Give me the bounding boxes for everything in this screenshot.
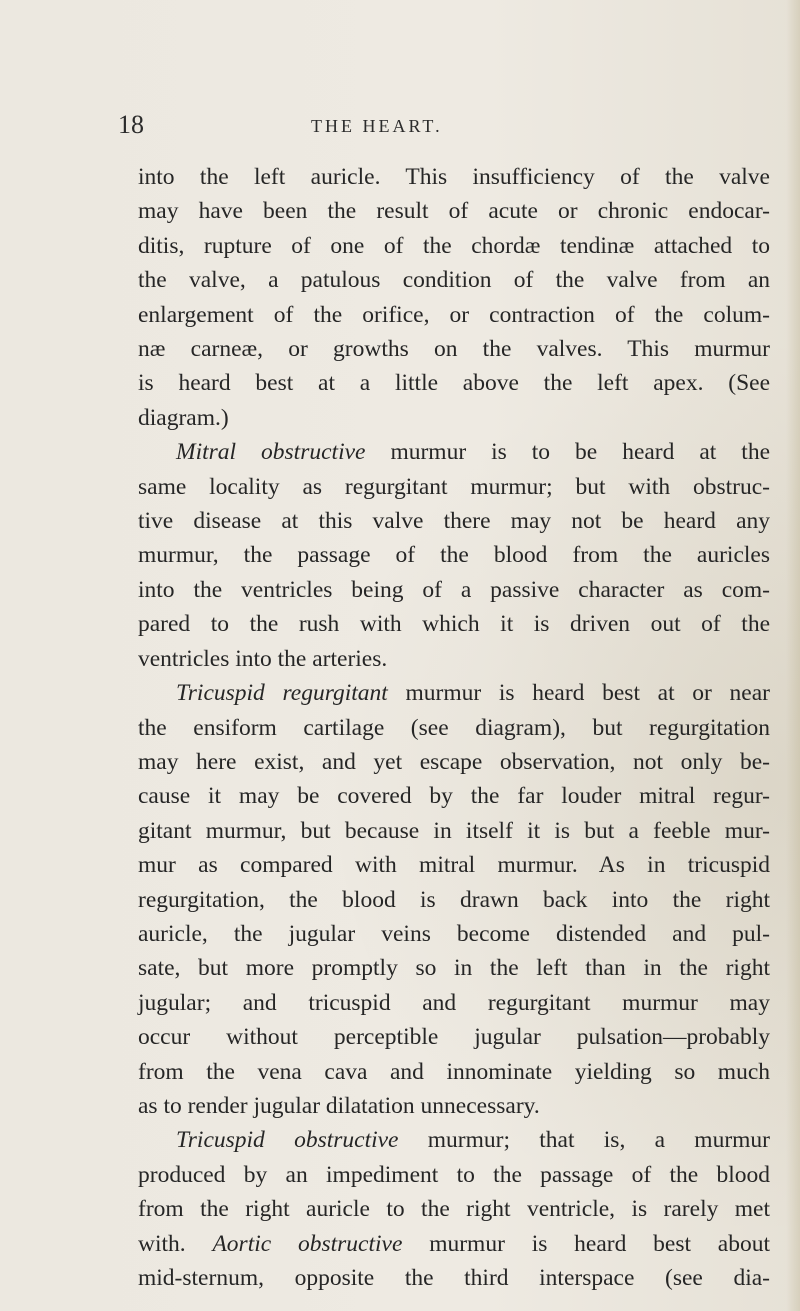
text-run: murmur; that is, a murmur bbox=[398, 1127, 770, 1154]
text-run: produced by an impediment to the passage of the blood bbox=[138, 1161, 770, 1188]
text-run: from the right auricle to the right ventricle, is rarely met bbox=[138, 1196, 770, 1223]
text-line bbox=[138, 711, 770, 745]
running-title: THE HEART. bbox=[311, 116, 443, 136]
text-line bbox=[138, 1192, 770, 1226]
text-run: may have been the result of acute or chronic endocar- bbox=[138, 198, 770, 225]
page-edge-shadow bbox=[786, 0, 800, 1311]
text-run: as to render jugular dilatation unnecessary. bbox=[138, 1092, 540, 1119]
text-line bbox=[138, 1020, 770, 1054]
text-run: same locality as regurgitant murmur; but with obstruc- bbox=[138, 473, 770, 500]
text-run: is heard best at a little above the left apex. (See bbox=[138, 370, 770, 397]
text-run: into the ventricles being of a passive character as com- bbox=[138, 576, 770, 603]
text-run: with. bbox=[138, 1230, 213, 1257]
text-run: diagram.) bbox=[138, 404, 229, 431]
text-line bbox=[138, 607, 770, 641]
text-line bbox=[138, 366, 770, 400]
text-run: may here exist, and yet escape observation, not only be- bbox=[138, 748, 770, 775]
text-line bbox=[138, 951, 770, 985]
text-run: jugular; and tricuspid and regurgitant murmur may bbox=[138, 989, 770, 1016]
text-run: regurgitation, the blood is drawn back into the right bbox=[138, 886, 770, 913]
text-line bbox=[138, 642, 770, 676]
text-line bbox=[138, 1089, 770, 1123]
text-line bbox=[138, 1055, 770, 1089]
text-line bbox=[138, 986, 770, 1020]
text-run: the ensiform cartilage (see diagram), but regurgitation bbox=[138, 714, 770, 741]
text-run: mur as compared with mitral murmur. As in tricuspid bbox=[138, 852, 770, 879]
text-run: the valve, a patulous condition of the valve from an bbox=[138, 267, 770, 294]
italic-term: Tricuspid obstructive bbox=[176, 1127, 399, 1154]
text-line bbox=[138, 1158, 770, 1192]
text-line bbox=[138, 883, 770, 917]
text-line bbox=[138, 229, 770, 263]
text-run: murmur is to be heard at the bbox=[365, 439, 771, 466]
italic-term: Tricuspid regurgitant bbox=[176, 680, 388, 707]
text-run: ditis, rupture of one of the chordæ tendinæ attached to bbox=[138, 232, 770, 259]
text-run: murmur is heard best about bbox=[402, 1230, 770, 1257]
text-line bbox=[138, 538, 770, 572]
text-run: murmur is heard best at or near bbox=[387, 680, 770, 707]
text-run: from the vena cava and innominate yielding so much bbox=[138, 1058, 770, 1085]
text-run: pared to the rush with which it is driven out of the bbox=[138, 611, 770, 638]
italic-term: Mitral obstructive bbox=[176, 439, 366, 466]
text-line bbox=[138, 1261, 770, 1295]
text-line bbox=[138, 298, 770, 332]
text-run: gitant murmur, but because in itself it is but a feeble mur- bbox=[138, 817, 770, 844]
text-line bbox=[138, 401, 770, 435]
text-run: into the left auricle. This insufficiency of the valve bbox=[138, 164, 770, 190]
text-line bbox=[138, 814, 770, 848]
italic-term: Aortic obstructive bbox=[212, 1230, 403, 1257]
text-line bbox=[138, 676, 770, 710]
text-line bbox=[138, 745, 770, 779]
text-run: ventricles into the arteries. bbox=[138, 645, 388, 672]
text-run: enlargement of the orifice, or contraction of the colum- bbox=[138, 301, 770, 328]
text-line bbox=[138, 470, 770, 504]
text-run: cause it may be covered by the far louder mitral regur- bbox=[138, 783, 770, 810]
body-text bbox=[138, 160, 770, 1295]
text-line bbox=[138, 435, 770, 469]
text-run: næ carneæ, or growths on the valves. This murmur bbox=[138, 336, 770, 363]
text-line bbox=[138, 263, 770, 297]
text-run: murmur, the passage of the blood from the auricles bbox=[138, 542, 770, 569]
text-line bbox=[138, 332, 770, 366]
text-line bbox=[138, 779, 770, 813]
text-line bbox=[138, 504, 770, 538]
text-run: sate, but more promptly so in the left than in the right bbox=[138, 955, 770, 982]
page-number: 18 bbox=[118, 110, 144, 139]
text-line bbox=[138, 848, 770, 882]
text-run: occur without perceptible jugular pulsation—probably bbox=[138, 1024, 770, 1051]
text-line bbox=[138, 160, 770, 194]
text-line bbox=[138, 917, 770, 951]
text-line bbox=[138, 573, 770, 607]
text-run: mid-sternum, opposite the third interspace (see dia- bbox=[138, 1265, 770, 1291]
text-line bbox=[138, 1227, 770, 1261]
text-run: auricle, the jugular veins become distended and pul- bbox=[138, 920, 770, 947]
text-line bbox=[138, 194, 770, 228]
running-head bbox=[118, 108, 768, 144]
text-run: tive disease at this valve there may not be heard any bbox=[138, 508, 770, 535]
text-line bbox=[138, 1123, 770, 1157]
